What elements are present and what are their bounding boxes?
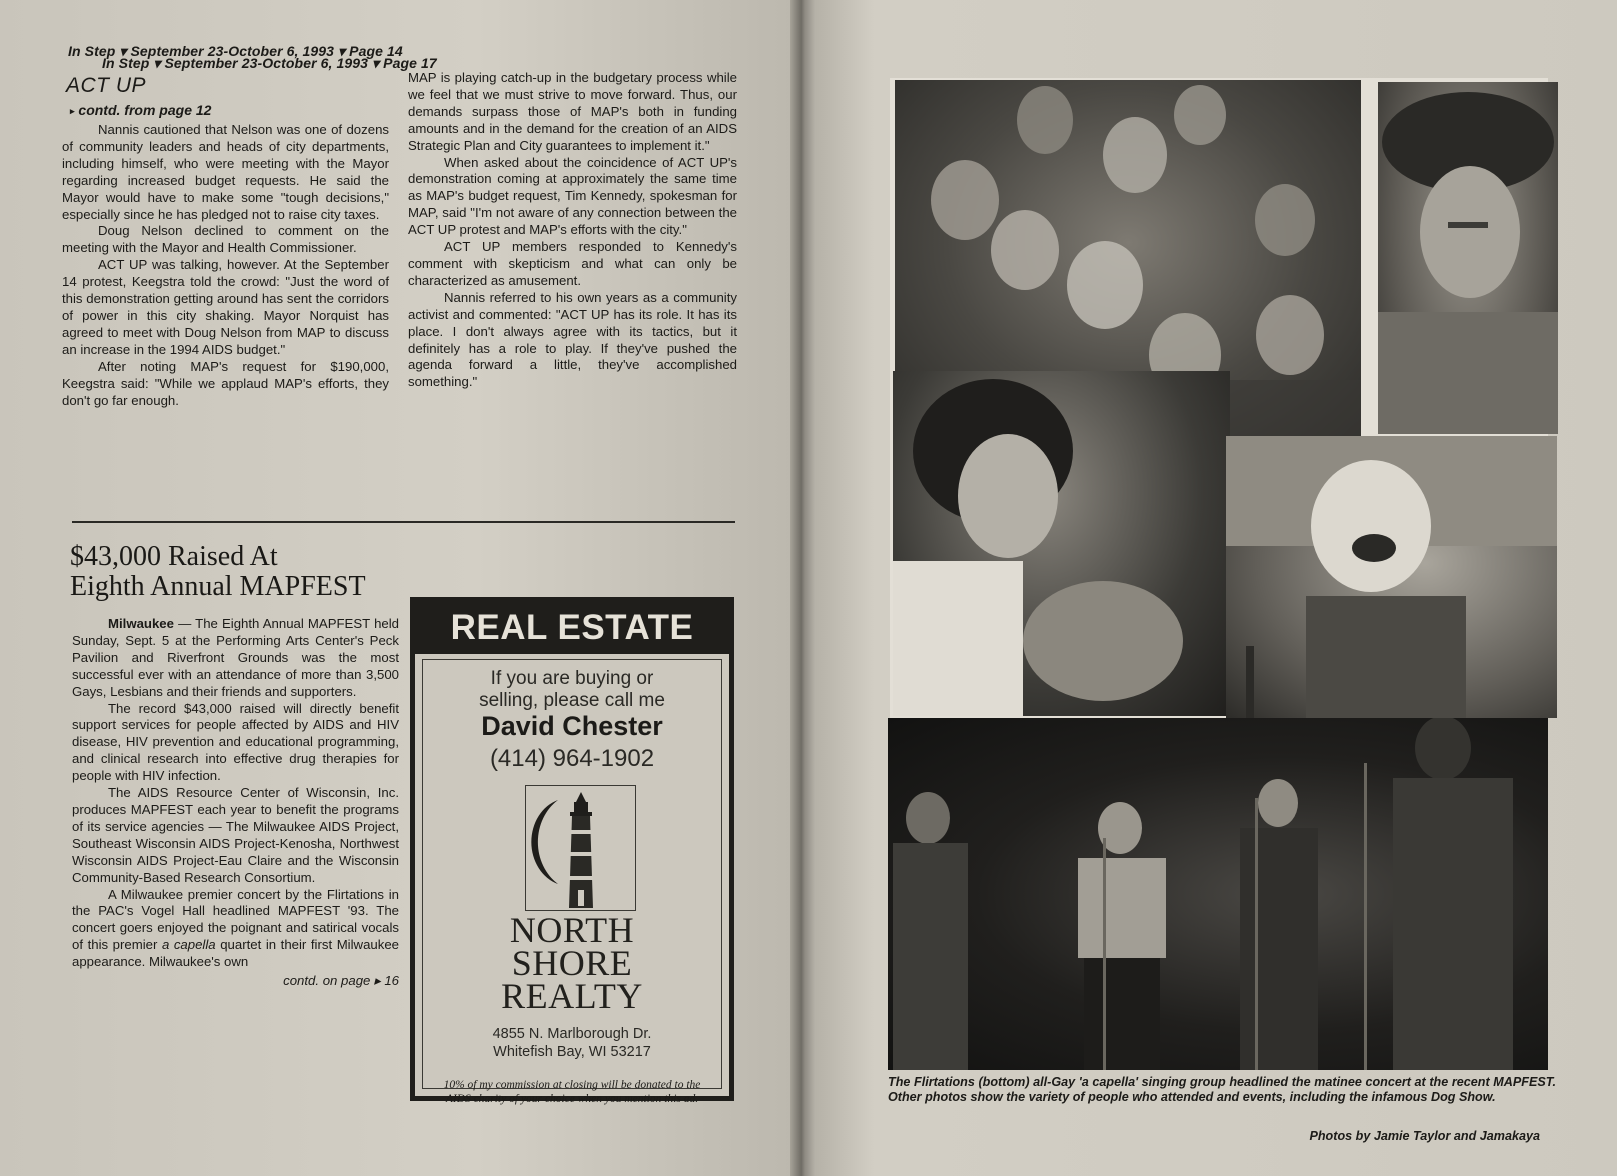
lighthouse-logo xyxy=(525,785,636,911)
act-up-paragraph: After noting MAP's request for $190,000, Keegstra said: "While we applaud MAP's efforts, they don't go far enough. xyxy=(62,358,389,408)
mapfest-headline xyxy=(70,542,366,602)
dog-show-photo-image xyxy=(893,371,1230,716)
headline-line-1: $43,000 Raised At xyxy=(70,541,278,572)
act-up-title: ACT UP xyxy=(66,74,147,97)
real-estate-ad xyxy=(410,597,734,1105)
mapfest-paragraph-4: A Milwaukee premier concert by the Flirtations in the PAC's Vogel Hall headlined MAPFEST '93. The concert goers enjoyed the poignant and satirical vocals of this premier a capella quartet in their first Milwaukee appearance. Milwaukee's own xyxy=(72,886,399,970)
clown-photo xyxy=(1226,436,1557,718)
act-up-paragraph: Nannis referred to his own years as a community activist and commented: "ACT UP has its role. It has its place. I don't always agree with its tactics, but it definitely has a role to play. If they've pushed the agenda forward a little, they've accomplished something." xyxy=(408,289,737,390)
left-running-head: In Step ▾ September 23-October 6, 1993 ▾ Page 14 xyxy=(68,43,403,59)
triangle-icon: ▸ xyxy=(70,106,75,116)
act-up-paragraph: MAP is playing catch-up in the budgetary process while we feel that we must strive to move forward. Thus, our demands surpass those of MAP's both in funding amounts and in the demand for the creation of an AIDS Strategic Plan and City guarantees to implement it." xyxy=(408,70,737,153)
portrait-photo xyxy=(1378,82,1558,434)
dateline: Milwaukee xyxy=(108,616,174,631)
ad-banner: REAL ESTATE xyxy=(414,601,730,654)
portrait-photo-image xyxy=(1378,82,1558,434)
act-up-paragraph: Nannis cautioned that Nelson was one of dozens of community leaders and heads of city departments, including himself, who were meeting with the Mayor regarding increased budget requests. He said the Mayor would have to make some "tough decisions," especially since he has pledged not to raise city taxes. xyxy=(62,122,389,222)
contd-from-text: contd. from page 12 xyxy=(78,102,212,118)
mapfest-paragraph-1: Milwaukee — The Eighth Annual MAPFEST held Sunday, Sept. 5 at the Performing Arts Center's Peck Pavilion and Riverfront Grounds was the most successful ever with an attendance of more than 3,500 Gays, Lesbians and their friends and supporters. xyxy=(72,616,399,699)
agent-phone: (414) 964-1902 xyxy=(489,745,655,772)
lighthouse-icon xyxy=(526,786,637,912)
photo-caption: The Flirtations (bottom) all-Gay 'a capella' singing group headlined the matinee concert at the recent MAPFEST. Other photos show the variety of people who attended and events, including the infamous Dog Show. xyxy=(888,1075,1556,1104)
dog-show-photo xyxy=(893,371,1230,716)
contd-from-line xyxy=(70,102,211,118)
agent-name: David Chester xyxy=(481,711,663,741)
act-up-paragraph: ACT UP was talking, however. At the September 14 protest, Keegstra told the crowd: "Just the word of this demonstration getting around has sent the corridors of power in this city shaking. Mayor Norquist has agreed to meet with Doug Nelson from MAP to discuss an increase in the 1994 AIDS budget." xyxy=(62,257,389,357)
flirtations-concert-photo xyxy=(888,718,1548,1070)
contd-to-line: contd. on page ▸ 16 xyxy=(283,973,399,989)
headline-line-2: Eighth Annual MAPFEST xyxy=(70,571,366,602)
clown-photo-image xyxy=(1226,436,1557,718)
ad-footnote: 10% of my commission at closing will be donated to the AIDS charity of your choice when you mention this ad. xyxy=(443,1079,701,1105)
act-up-paragraph: When asked about the coincidence of ACT UP's demonstration coming at approximately the same time as MAP's budget request, Tim Kennedy, spokesman for MAP, said "I'm not aware of any connection between the ACT UP protest and MAP's efforts with the city." xyxy=(408,154,737,238)
section-divider xyxy=(72,521,735,523)
mapfest-paragraph-2: The record $43,000 raised will directly benefit support services for people affected by AIDS and HIV disease, HIV prevention and educational programming, and clinical research into effective drug therapies for people with HIV infection. xyxy=(72,700,399,784)
concert-photo-image xyxy=(888,718,1548,1070)
page-gutter xyxy=(790,0,815,1176)
company-address: 4855 N. Marlborough Dr. Whitefish Bay, WI 53217 xyxy=(492,1026,652,1060)
mapfest-paragraph-3: The AIDS Resource Center of Wisconsin, Inc. produces MAPFEST each year to benefit the programs of its service agencies — The Milwaukee AIDS Project, Southeast Wisconsin AIDS Project-Kenosha, Northwest Wisconsin AIDS Project-Eau Claire and the Wisconsin Community-Based Research Consortium. xyxy=(72,785,399,885)
act-up-column-1 xyxy=(62,122,389,409)
act-up-column-2 xyxy=(408,70,737,391)
mapfest-column xyxy=(72,616,399,990)
right-running-head: In Step ▾ September 23-October 6, 1993 ▾ Page 17 xyxy=(102,55,437,71)
act-up-paragraph: Doug Nelson declined to comment on the meeting with the Mayor and Health Commissioner. xyxy=(62,223,389,256)
act-up-paragraph: ACT UP members responded to Kennedy's comment with skepticism and what can only be characterized as amusement. xyxy=(408,239,737,288)
ad-body xyxy=(422,659,722,1105)
company-name: NORTH SHORE REALTY xyxy=(501,910,643,1016)
ad-text: If you are buying or selling, please call me xyxy=(479,668,665,711)
photo-credit: Photos by Jamie Taylor and Jamakaya xyxy=(1309,1129,1540,1143)
